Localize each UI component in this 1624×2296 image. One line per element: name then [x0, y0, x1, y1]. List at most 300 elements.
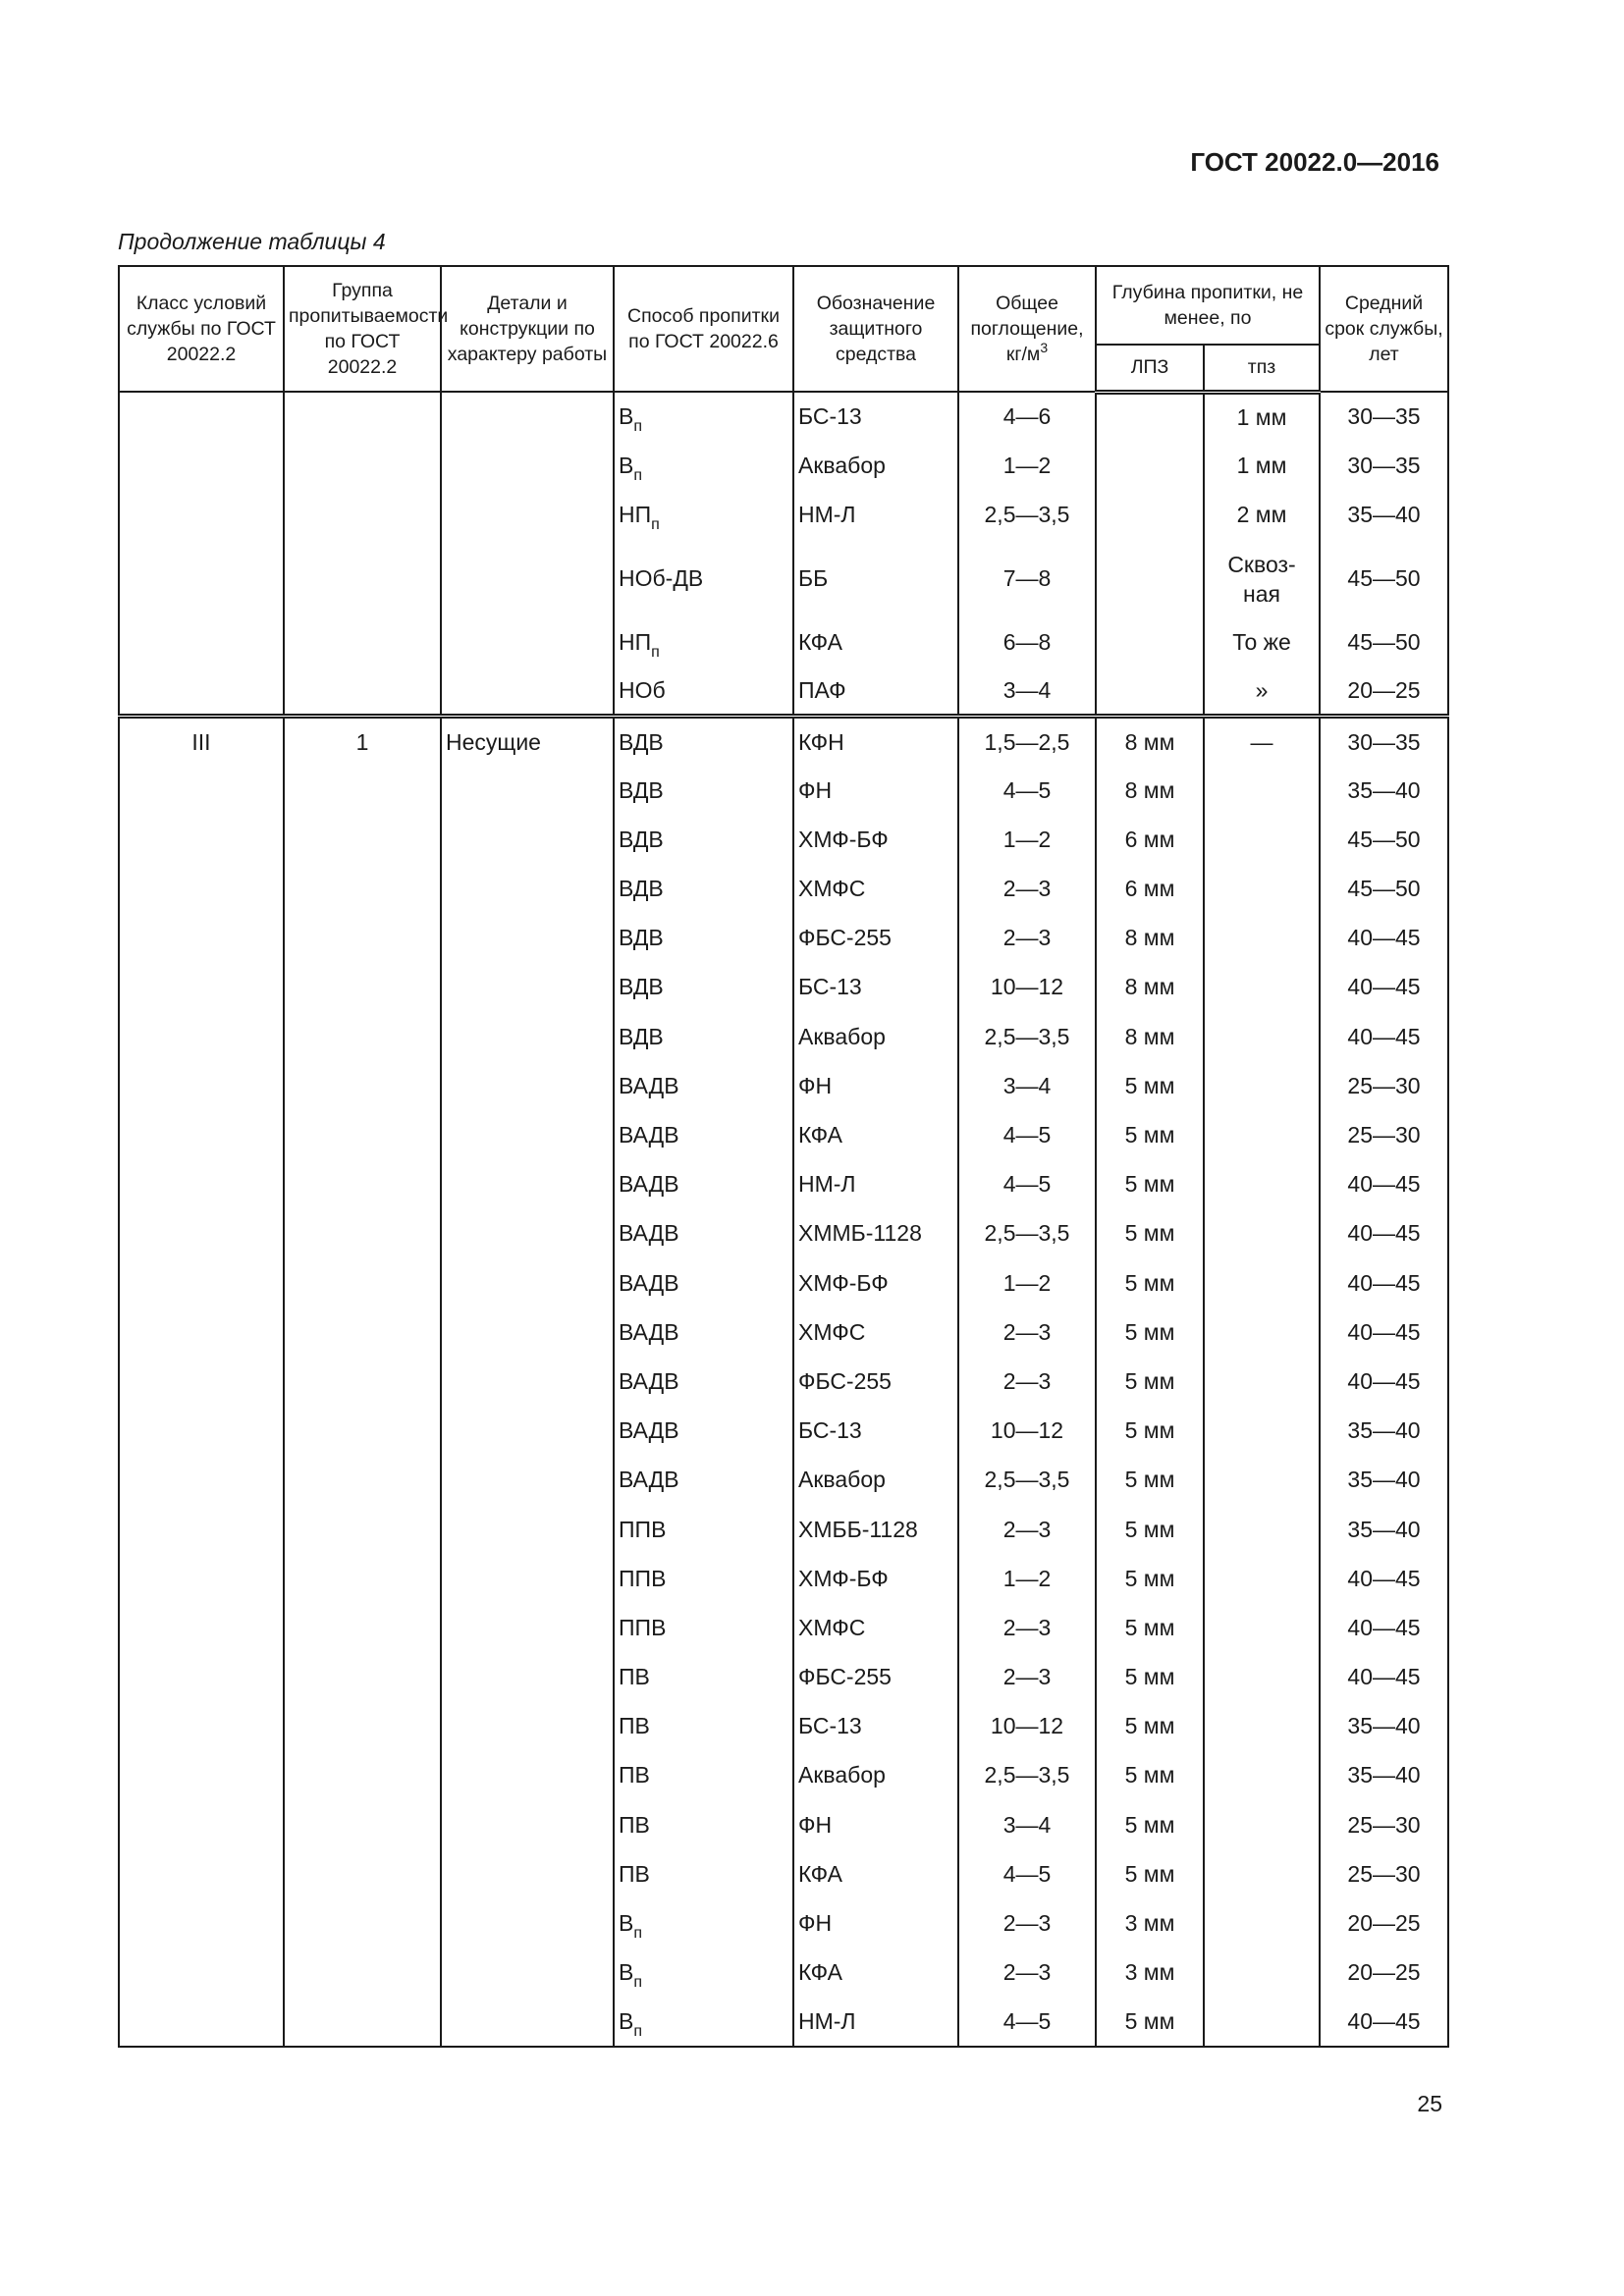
- cell-designation: ХМФС: [793, 1603, 958, 1652]
- cell-method: [614, 1110, 793, 1159]
- cell-group: [284, 1949, 441, 1998]
- cell-designation: Аквабор: [793, 1456, 958, 1505]
- method-text: НОб: [619, 677, 666, 704]
- cell-depth-lpz: 8 мм: [1096, 766, 1204, 815]
- cell-method: [614, 1800, 793, 1849]
- cell-details: [441, 1702, 614, 1751]
- cell-class: [119, 1407, 284, 1456]
- cell-designation: Аквабор: [793, 441, 958, 490]
- cell-class: [119, 1751, 284, 1800]
- cell-service-life: 40—45: [1320, 1357, 1448, 1406]
- cell-absorption: 2—3: [958, 1505, 1096, 1554]
- cell-designation: ХМФ-БФ: [793, 815, 958, 864]
- cell-designation: ФН: [793, 1061, 958, 1110]
- method-text: ПВ: [619, 1811, 650, 1838]
- method-text: ВАДВ: [619, 1072, 679, 1098]
- table-row: [119, 490, 1448, 539]
- cell-service-life: 30—35: [1320, 441, 1448, 490]
- cell-class: [119, 618, 284, 667]
- table-row: [119, 618, 1448, 667]
- cell-depth-tpz: [1204, 1357, 1320, 1406]
- cell-depth-tpz: —: [1204, 717, 1320, 766]
- table-row: [119, 1308, 1448, 1357]
- method-text: ВАДВ: [619, 1269, 679, 1296]
- cell-depth-tpz: То же: [1204, 618, 1320, 667]
- table-row: [119, 1653, 1448, 1702]
- cell-depth-lpz: 5 мм: [1096, 1505, 1204, 1554]
- cell-service-life: 25—30: [1320, 1800, 1448, 1849]
- cell-depth-lpz: [1096, 392, 1204, 441]
- cell-class: [119, 1308, 284, 1357]
- cell-service-life: 40—45: [1320, 914, 1448, 963]
- cell-service-life: 35—40: [1320, 1407, 1448, 1456]
- cell-method: [614, 1357, 793, 1406]
- cell-class: [119, 1702, 284, 1751]
- method-text: В: [619, 403, 634, 430]
- cell-class: [119, 1357, 284, 1406]
- cell-class: [119, 392, 284, 441]
- cell-class: [119, 1949, 284, 1998]
- method-text: ВДВ: [619, 925, 664, 951]
- cell-designation: ХМФ-БФ: [793, 1554, 958, 1603]
- method-text: В: [619, 2007, 634, 2034]
- method-text: ВДВ: [619, 876, 664, 902]
- table-row: [119, 1949, 1448, 1998]
- cell-depth-tpz: 1 мм: [1204, 441, 1320, 490]
- cell-class: [119, 1998, 284, 2047]
- table-row: [119, 1505, 1448, 1554]
- method-text: ВАДВ: [619, 1467, 679, 1493]
- cell-group: [284, 1209, 441, 1258]
- method-text: ВАДВ: [619, 1417, 679, 1444]
- cell-designation: ХМФ-БФ: [793, 1258, 958, 1308]
- cell-service-life: 45—50: [1320, 865, 1448, 914]
- cell-depth-lpz: 5 мм: [1096, 1751, 1204, 1800]
- cell-absorption: 2—3: [958, 1653, 1096, 1702]
- cell-depth-tpz: 1 мм: [1204, 392, 1320, 441]
- cell-depth-tpz: 2 мм: [1204, 490, 1320, 539]
- cell-depth-tpz: »: [1204, 667, 1320, 717]
- cell-method: [614, 1702, 793, 1751]
- cell-depth-lpz: 3 мм: [1096, 1898, 1204, 1948]
- method-subscript: п: [651, 644, 660, 662]
- cell-depth-lpz: 5 мм: [1096, 1308, 1204, 1357]
- cell-method: [614, 1898, 793, 1948]
- cell-group: [284, 963, 441, 1012]
- cell-depth-lpz: 5 мм: [1096, 1702, 1204, 1751]
- cell-group: [284, 766, 441, 815]
- cell-details: [441, 1308, 614, 1357]
- cell-depth-lpz: 5 мм: [1096, 1456, 1204, 1505]
- cell-depth-lpz: 5 мм: [1096, 1554, 1204, 1603]
- header-class: Класс условий службы по ГОСТ 20022.2: [119, 266, 284, 392]
- cell-details: Несущие: [441, 717, 614, 766]
- cell-class: [119, 1898, 284, 1948]
- cell-group: [284, 540, 441, 618]
- cell-group: [284, 865, 441, 914]
- cell-absorption: 1—2: [958, 815, 1096, 864]
- cell-designation: ФБС-255: [793, 1357, 958, 1406]
- cell-class: [119, 1258, 284, 1308]
- cell-designation: Аквабор: [793, 1751, 958, 1800]
- cell-service-life: 35—40: [1320, 490, 1448, 539]
- cell-depth-tpz: [1204, 766, 1320, 815]
- cell-details: [441, 865, 614, 914]
- cell-group: [284, 1012, 441, 1061]
- cell-depth-lpz: 5 мм: [1096, 1603, 1204, 1652]
- cell-depth-tpz: [1204, 540, 1320, 618]
- cell-method: [614, 717, 793, 766]
- table-row: [119, 1160, 1448, 1209]
- table-row: [119, 667, 1448, 717]
- cell-details: [441, 1209, 614, 1258]
- cell-designation: Аквабор: [793, 1012, 958, 1061]
- cell-method: [614, 1012, 793, 1061]
- table-row: [119, 1258, 1448, 1308]
- table-row: [119, 1849, 1448, 1898]
- table-row: [119, 1603, 1448, 1652]
- cell-designation: ФБС-255: [793, 914, 958, 963]
- cell-service-life: 20—25: [1320, 667, 1448, 717]
- cell-designation: ПАФ: [793, 667, 958, 717]
- cell-depth-lpz: 5 мм: [1096, 1061, 1204, 1110]
- cell-service-life: 40—45: [1320, 1998, 1448, 2047]
- cell-group: [284, 441, 441, 490]
- cell-group: [284, 1800, 441, 1849]
- cell-absorption: 2—3: [958, 1308, 1096, 1357]
- method-text: ВДВ: [619, 974, 664, 1000]
- cell-method: [614, 618, 793, 667]
- cell-absorption: 3—4: [958, 667, 1096, 717]
- table-row: [119, 540, 1448, 618]
- cell-absorption: 3—4: [958, 1061, 1096, 1110]
- cell-depth-lpz: 5 мм: [1096, 1849, 1204, 1898]
- cell-designation: КФН: [793, 717, 958, 766]
- cell-group: [284, 1702, 441, 1751]
- cell-group: [284, 667, 441, 717]
- table-row: [119, 717, 1448, 766]
- method-text: ВАДВ: [619, 1171, 679, 1198]
- cell-depth-lpz: 5 мм: [1096, 1407, 1204, 1456]
- cell-depth-lpz: [1096, 540, 1204, 618]
- cell-absorption: 4—5: [958, 1998, 1096, 2047]
- table-row: [119, 815, 1448, 864]
- cell-group: [284, 1456, 441, 1505]
- table-row: [119, 1800, 1448, 1849]
- cell-designation: БС-13: [793, 1407, 958, 1456]
- cell-group: [284, 618, 441, 667]
- method-text: В: [619, 1959, 634, 1986]
- cell-class: [119, 1800, 284, 1849]
- cell-designation: ХМФС: [793, 865, 958, 914]
- cell-depth-tpz: [1204, 1949, 1320, 1998]
- cell-designation: НМ-Л: [793, 1160, 958, 1209]
- cell-class: [119, 1603, 284, 1652]
- cell-class: [119, 815, 284, 864]
- cell-details: [441, 1357, 614, 1406]
- table-row: [119, 1751, 1448, 1800]
- cell-method: [614, 1258, 793, 1308]
- cell-absorption: 6—8: [958, 618, 1096, 667]
- method-subscript: п: [651, 515, 660, 533]
- table-row: [119, 865, 1448, 914]
- cell-depth-tpz: [1204, 1456, 1320, 1505]
- standard-code: ГОСТ 20022.0—2016: [1190, 147, 1439, 177]
- cell-depth-tpz: [1204, 1061, 1320, 1110]
- cell-method: [614, 1160, 793, 1209]
- cell-details: [441, 392, 614, 441]
- cell-details: [441, 914, 614, 963]
- cell-group: 1: [284, 717, 441, 766]
- header-depth-lpz: ЛПЗ: [1096, 345, 1204, 392]
- cell-depth-lpz: 5 мм: [1096, 1357, 1204, 1406]
- cell-depth-tpz: [1204, 1554, 1320, 1603]
- cell-method: [614, 1505, 793, 1554]
- cell-method: [614, 1407, 793, 1456]
- cell-class: [119, 1061, 284, 1110]
- cell-group: [284, 1357, 441, 1406]
- cell-designation: БС-13: [793, 963, 958, 1012]
- cell-depth-tpz: [1204, 963, 1320, 1012]
- cell-details: [441, 1505, 614, 1554]
- depth-tpz-text: Сквоз-ная: [1227, 551, 1296, 607]
- cell-designation: ФБС-255: [793, 1653, 958, 1702]
- cell-absorption: 2,5—3,5: [958, 490, 1096, 539]
- method-subscript: п: [633, 1925, 643, 1943]
- cell-method: [614, 865, 793, 914]
- cell-group: [284, 815, 441, 864]
- cell-absorption: 4—5: [958, 1160, 1096, 1209]
- method-text: ВАДВ: [619, 1220, 679, 1247]
- cell-class: [119, 914, 284, 963]
- cell-depth-tpz: [1204, 1653, 1320, 1702]
- cell-group: [284, 392, 441, 441]
- cell-method: [614, 441, 793, 490]
- cell-details: [441, 618, 614, 667]
- table-row: [119, 392, 1448, 441]
- cell-depth-tpz: [1204, 815, 1320, 864]
- method-text: ВАДВ: [619, 1367, 679, 1394]
- cell-method: [614, 1998, 793, 2047]
- cell-class: [119, 1456, 284, 1505]
- cell-absorption: 4—6: [958, 392, 1096, 441]
- cell-service-life: 40—45: [1320, 1603, 1448, 1652]
- cell-designation: НМ-Л: [793, 490, 958, 539]
- cell-group: [284, 1603, 441, 1652]
- cell-depth-tpz: [1204, 1849, 1320, 1898]
- cell-details: [441, 1849, 614, 1898]
- cell-designation: ФН: [793, 1898, 958, 1948]
- cell-absorption: 2,5—3,5: [958, 1209, 1096, 1258]
- table-row: [119, 1702, 1448, 1751]
- header-absorption: [958, 266, 1096, 392]
- cell-depth-lpz: 5 мм: [1096, 1800, 1204, 1849]
- cell-depth-tpz: [1204, 1308, 1320, 1357]
- cell-depth-tpz: [1204, 865, 1320, 914]
- cell-depth-lpz: 5 мм: [1096, 1160, 1204, 1209]
- cell-depth-tpz: [1204, 1702, 1320, 1751]
- method-subscript: п: [633, 1974, 643, 1992]
- cell-absorption: 2—3: [958, 914, 1096, 963]
- method-text: ВДВ: [619, 826, 664, 852]
- header-depth-tpz: тпз: [1204, 345, 1320, 392]
- method-subscript: п: [633, 2022, 643, 2040]
- cell-details: [441, 667, 614, 717]
- cell-absorption: 2—3: [958, 1357, 1096, 1406]
- cell-method: [614, 1653, 793, 1702]
- cell-class: [119, 540, 284, 618]
- cell-absorption: 4—5: [958, 1849, 1096, 1898]
- method-text: ВДВ: [619, 1023, 664, 1049]
- cell-absorption: 4—5: [958, 766, 1096, 815]
- cell-method: [614, 914, 793, 963]
- cell-details: [441, 1800, 614, 1849]
- cell-class: [119, 1554, 284, 1603]
- cell-service-life: 35—40: [1320, 1751, 1448, 1800]
- cell-class: [119, 865, 284, 914]
- header-method: Способ пропитки по ГОСТ 20022.6: [614, 266, 793, 392]
- table-row: [119, 441, 1448, 490]
- cell-absorption: 2—3: [958, 1949, 1096, 1998]
- cell-service-life: 35—40: [1320, 766, 1448, 815]
- cell-method: [614, 1949, 793, 1998]
- cell-designation: ХМББ-1128: [793, 1505, 958, 1554]
- method-text: ПВ: [619, 1762, 650, 1789]
- header-designation: Обозначение защитного средства: [793, 266, 958, 392]
- cell-method: [614, 766, 793, 815]
- header-absorption-text: Общее поглощение, кг/м: [970, 293, 1084, 365]
- table-row: [119, 1012, 1448, 1061]
- cell-method: [614, 1554, 793, 1603]
- cell-service-life: 35—40: [1320, 1456, 1448, 1505]
- cell-group: [284, 1751, 441, 1800]
- cell-designation: КФА: [793, 1949, 958, 1998]
- method-subscript: п: [633, 418, 643, 436]
- cell-service-life: 40—45: [1320, 1258, 1448, 1308]
- cell-service-life: 20—25: [1320, 1898, 1448, 1948]
- cell-group: [284, 1505, 441, 1554]
- cell-details: [441, 1603, 614, 1652]
- cell-service-life: 25—30: [1320, 1061, 1448, 1110]
- table-row: [119, 1061, 1448, 1110]
- cell-absorption: 2—3: [958, 1603, 1096, 1652]
- cell-method: [614, 540, 793, 618]
- table-continuation-caption: Продолжение таблицы 4: [118, 229, 386, 254]
- cell-absorption: 3—4: [958, 1800, 1096, 1849]
- cell-service-life: 35—40: [1320, 1702, 1448, 1751]
- cell-designation: ФН: [793, 766, 958, 815]
- cell-group: [284, 490, 441, 539]
- cell-group: [284, 1849, 441, 1898]
- cell-designation: БС-13: [793, 1702, 958, 1751]
- cell-depth-lpz: 6 мм: [1096, 815, 1204, 864]
- cell-method: [614, 1456, 793, 1505]
- cell-depth-lpz: 5 мм: [1096, 1209, 1204, 1258]
- table-header: [119, 266, 1448, 392]
- cell-details: [441, 1456, 614, 1505]
- table-row: [119, 1554, 1448, 1603]
- cell-depth-lpz: 5 мм: [1096, 1258, 1204, 1308]
- cell-depth-tpz: [1204, 1603, 1320, 1652]
- table-row: [119, 1456, 1448, 1505]
- cell-designation: ХММБ-1128: [793, 1209, 958, 1258]
- cell-details: [441, 441, 614, 490]
- header-depth: Глубина пропитки, не менее, по: [1096, 266, 1320, 345]
- method-text: ППВ: [619, 1614, 667, 1640]
- table-row: [119, 1209, 1448, 1258]
- cell-group: [284, 1998, 441, 2047]
- cell-designation: КФА: [793, 1849, 958, 1898]
- method-text: В: [619, 1910, 634, 1937]
- cell-class: [119, 441, 284, 490]
- cell-absorption: 2,5—3,5: [958, 1012, 1096, 1061]
- cell-details: [441, 1407, 614, 1456]
- cell-group: [284, 1258, 441, 1308]
- cell-service-life: 35—40: [1320, 1505, 1448, 1554]
- table-row: [119, 1998, 1448, 2047]
- cell-method: [614, 1603, 793, 1652]
- cell-depth-lpz: 8 мм: [1096, 717, 1204, 766]
- cell-depth-tpz: [1204, 1898, 1320, 1948]
- cell-absorption: 10—12: [958, 1702, 1096, 1751]
- cell-service-life: 25—30: [1320, 1849, 1448, 1898]
- cell-method: [614, 815, 793, 864]
- cell-service-life: 40—45: [1320, 1160, 1448, 1209]
- cell-method: [614, 667, 793, 717]
- cell-absorption: 1—2: [958, 1258, 1096, 1308]
- cell-class: [119, 766, 284, 815]
- cell-group: [284, 1898, 441, 1948]
- cell-class: [119, 1849, 284, 1898]
- cell-designation: ФН: [793, 1800, 958, 1849]
- method-text: ВАДВ: [619, 1318, 679, 1345]
- cell-details: [441, 1110, 614, 1159]
- cell-class: [119, 1209, 284, 1258]
- cell-absorption: 10—12: [958, 963, 1096, 1012]
- cell-depth-tpz: [1204, 1258, 1320, 1308]
- cell-service-life: 30—35: [1320, 392, 1448, 441]
- cell-depth-lpz: [1096, 667, 1204, 717]
- cell-depth-lpz: [1096, 490, 1204, 539]
- cell-service-life: 45—50: [1320, 815, 1448, 864]
- table-row: [119, 1110, 1448, 1159]
- cell-depth-lpz: 3 мм: [1096, 1949, 1204, 1998]
- cell-method: [614, 1061, 793, 1110]
- cell-absorption: 1—2: [958, 1554, 1096, 1603]
- table-row: [119, 914, 1448, 963]
- table-row: [119, 1357, 1448, 1406]
- cell-designation: ХМФС: [793, 1308, 958, 1357]
- cell-class: [119, 963, 284, 1012]
- header-details: Детали и конструкции по характеру работы: [441, 266, 614, 392]
- cell-group: [284, 1110, 441, 1159]
- table-body: [119, 392, 1448, 2047]
- cell-method: [614, 392, 793, 441]
- cell-method: [614, 1849, 793, 1898]
- cell-details: [441, 1160, 614, 1209]
- cell-details: [441, 1061, 614, 1110]
- cell-depth-tpz: [1204, 914, 1320, 963]
- cell-class: III: [119, 717, 284, 766]
- cell-designation: ББ: [793, 540, 958, 618]
- header-absorption-unit-sup: 3: [1040, 340, 1049, 355]
- cell-depth-tpz: [1204, 1505, 1320, 1554]
- cell-details: [441, 815, 614, 864]
- cell-absorption: 7—8: [958, 540, 1096, 618]
- table-row: [119, 1898, 1448, 1948]
- cell-designation: КФА: [793, 1110, 958, 1159]
- table-row: [119, 766, 1448, 815]
